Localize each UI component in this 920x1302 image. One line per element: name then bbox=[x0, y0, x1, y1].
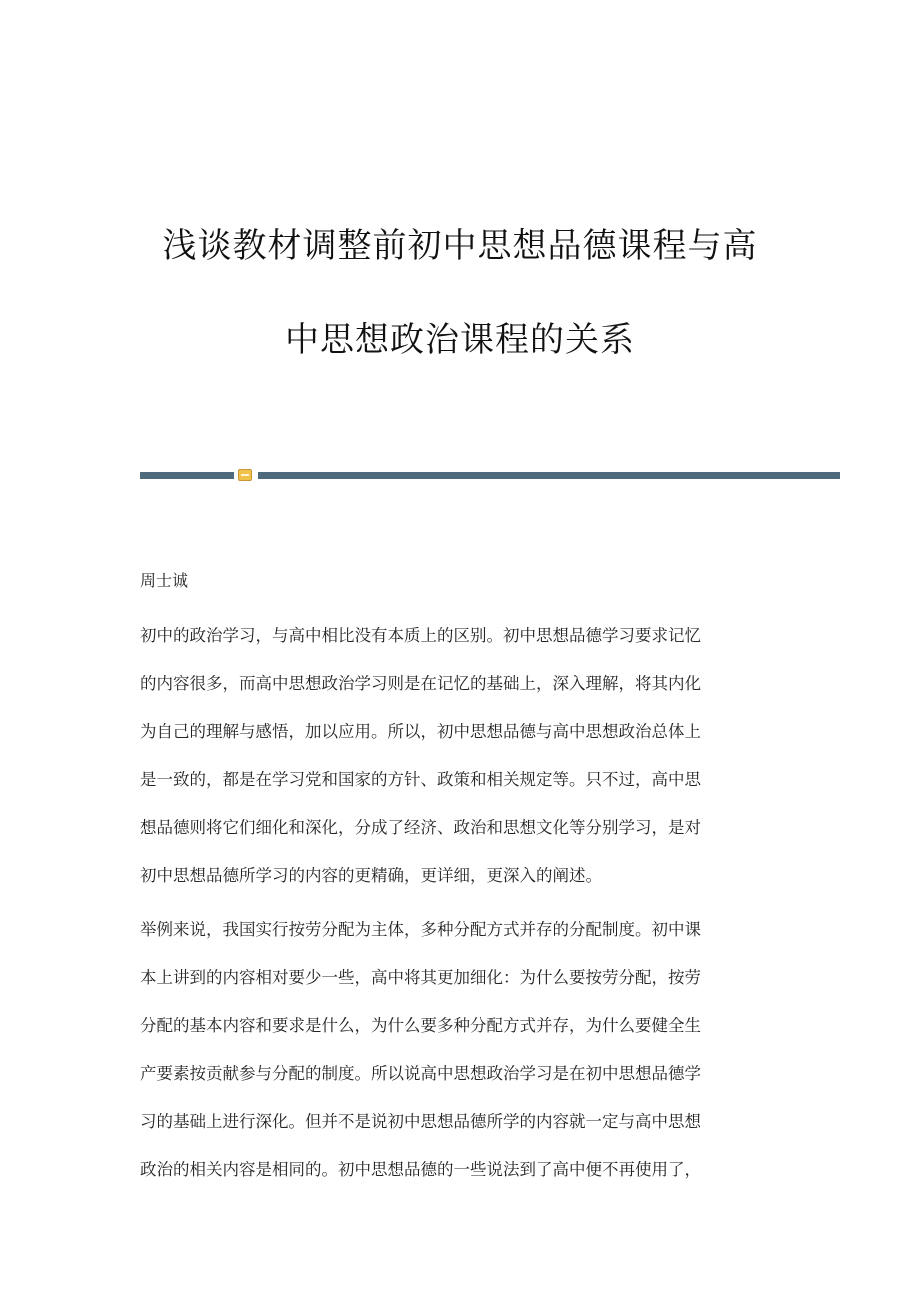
divider-envelope-icon bbox=[238, 469, 252, 481]
author-name: 周士诚 bbox=[140, 571, 189, 590]
paragraph-line: 是一致的，都是在学习党和国家的方针、政策和相关规定等。只不过，高中思 bbox=[140, 770, 701, 789]
paragraph-1 bbox=[140, 624, 780, 912]
divider-bar-left bbox=[140, 472, 234, 479]
paragraph-line: 想品德则将它们细化和深化，分成了经济、政治和思想文化等分别学习，是对 bbox=[140, 818, 701, 837]
paragraph-line: 举例来说，我国实行按劳分配为主体，多种分配方式并存的分配制度。初中课 bbox=[140, 920, 701, 939]
paragraph-line: 的内容很多，而高中思想政治学习则是在记忆的基础上，深入理解，将其内化 bbox=[140, 674, 701, 693]
paragraph-line: 初中的政治学习，与高中相比没有本质上的区别。初中思想品德学习要求记忆 bbox=[140, 626, 701, 645]
paragraph-2 bbox=[140, 918, 780, 1206]
document-title-line-2: 中思想政治课程的关系 bbox=[285, 320, 635, 360]
paragraph-line: 习的基础上进行深化。但并不是说初中思想品德所学的内容就一定与高中思想 bbox=[140, 1112, 701, 1131]
title-divider bbox=[140, 468, 840, 482]
paragraph-line: 本上讲到的内容相对要少一些，高中将其更加细化：为什么要按劳分配，按劳 bbox=[140, 968, 701, 987]
paragraph-line: 初中思想品德所学习的内容的更精确，更详细，更深入的阐述。 bbox=[140, 866, 602, 885]
paragraph-line: 政治的相关内容是相同的。初中思想品德的一些说法到了高中便不再使用了， bbox=[140, 1160, 701, 1179]
document-title-line-1: 浅谈教材调整前初中思想品德课程与高 bbox=[162, 226, 758, 266]
divider-bar-right bbox=[258, 472, 840, 479]
paragraph-line: 产要素按贡献参与分配的制度。所以说高中思想政治学习是在初中思想品德学 bbox=[140, 1064, 701, 1083]
paragraph-line: 分配的基本内容和要求是什么，为什么要多种分配方式并存，为什么要健全生 bbox=[140, 1016, 701, 1035]
paragraph-line: 为自己的理解与感悟，加以应用。所以，初中思想品德与高中思想政治总体上 bbox=[140, 722, 701, 741]
